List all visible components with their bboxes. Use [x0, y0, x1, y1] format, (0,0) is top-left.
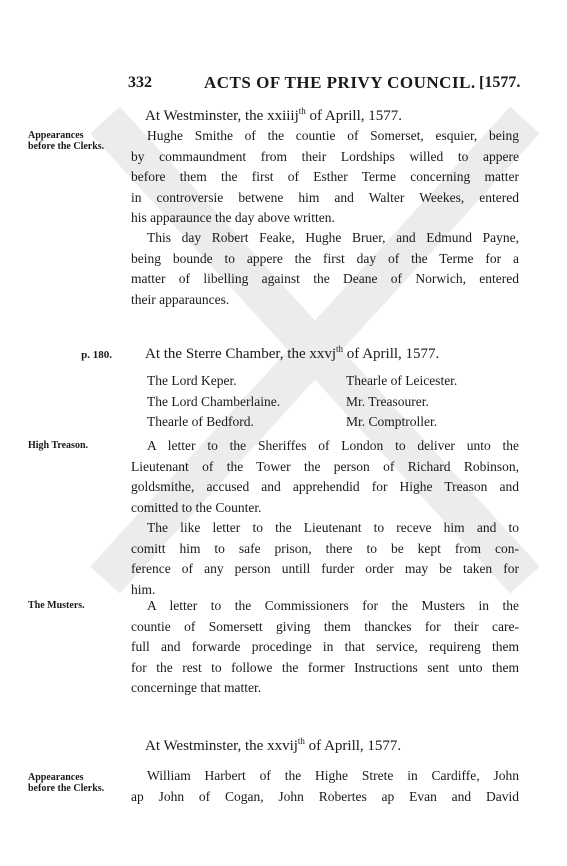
attendee: The Lord Chamberlaine. — [147, 393, 281, 409]
attendance-row — [147, 412, 507, 433]
attendee: The Lord Keper. — [147, 373, 237, 388]
paragraph: William Harbert of the Highe Strete in Cardiffe, John ap John of Cogan, John Robertes ap Evan and David — [131, 768, 519, 804]
margin-note: Appearances before the Clerks. — [28, 130, 105, 152]
section-heading: At Westminster, the xxvij$^{th}$ of Aprill, 1577. — [145, 736, 402, 754]
page-reference: p. 180. — [81, 349, 112, 361]
margin-note: The Musters. — [28, 600, 85, 611]
page-number: 332 — [128, 74, 152, 91]
section-heading: At Westminster, the xxiiij$^{th}$ of Aprill, 1577. — [145, 106, 403, 124]
attendance-list — [147, 371, 507, 433]
paragraph: This day Robert Feake, Hughe Bruer, and Edmund Payne, being bounde to appere the first day of the Terme for a matter of libelling against the Deane of Norwich, entered their apparaunces. — [131, 230, 519, 307]
margin-note: Appearances before the Clerks. — [28, 772, 105, 794]
attendee: Thearle of Leicester. — [346, 373, 458, 388]
running-year: [1577. — [479, 74, 521, 91]
margin-note: High Treason. — [28, 440, 89, 451]
running-title: ACTS OF THE PRIVY COUNCIL. — [204, 73, 476, 92]
attendee: Mr. Comptroller. — [346, 414, 438, 429]
attendance-row — [147, 392, 507, 413]
section-heading: At the Sterre Chamber, the xxvj$^{th}$ of Aprill, 1577. — [145, 344, 440, 362]
paragraph: The like letter to the Lieutenant to receve him and to comitt him to safe prison, there to be kept from con- ference of any person untill furder order may be taken for him. — [131, 520, 519, 597]
running-head — [0, 70, 567, 100]
attendance-row — [147, 371, 507, 392]
paragraph: A letter to the Commissioners for the Musters in the countie of Somersett giving them thanckes for their care- full and forwarde procedinge in that service, requireng them for the rest to followe the former Instructions sent unto them concerninge that matter. — [131, 598, 519, 695]
attendee: Mr. Treasourer. — [346, 393, 429, 409]
attendee: Thearle of Bedford. — [147, 414, 254, 429]
paragraph: Hughe Smithe of the countie of Somerset, esquier, being by commaundment from their Lordships willed to appere before them the first of Esther Terme concerning matter in controversie betwene him and Walter Weekes, entered his apparaunce the day above written. — [131, 128, 519, 225]
paragraph: A letter to the Sheriffes of London to deliver unto the Lieutenant of the Tower the person of Richard Robinson, goldsmithe, accused and apprehendid for Highe Treason and comitted to the Counter. — [131, 438, 519, 515]
